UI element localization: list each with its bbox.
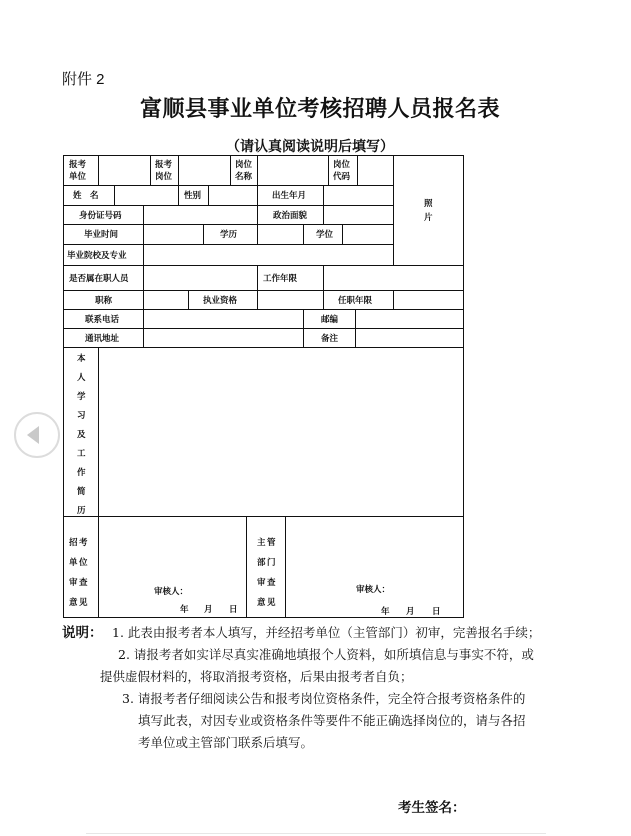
label-work-years: 工作年限 xyxy=(263,274,298,284)
instructions-heading: 说明： xyxy=(62,625,103,641)
label-apply-unit-1: 报考 xyxy=(69,160,87,170)
applicant-signature-label: 考生签名： xyxy=(398,800,466,816)
svg-text:历: 历 xyxy=(77,506,86,516)
svg-text:简: 简 xyxy=(77,487,86,497)
label-remarks: 备注 xyxy=(321,334,339,344)
label-address: 通讯地址 xyxy=(85,334,120,344)
dept-day-label: 日 xyxy=(432,607,441,617)
form-grid-lines xyxy=(64,156,464,618)
label-tenure-years: 任职年限 xyxy=(338,296,373,306)
label-phone: 联系电话 xyxy=(85,315,120,325)
label-birth: 出生年月 xyxy=(272,191,307,201)
chevron-left-icon xyxy=(27,426,39,444)
svg-text:查: 查 xyxy=(267,578,276,588)
instruction-3-line-2: 填写此表，对因专业或资格条件等要件不能正确选择岗位的，请与各招 xyxy=(138,713,526,728)
dept-year-label: 年 xyxy=(381,607,390,617)
bottom-divider xyxy=(86,833,546,834)
svg-text:查: 查 xyxy=(79,578,88,588)
label-gender: 性别 xyxy=(184,191,202,201)
unit-month-label: 月 xyxy=(204,605,213,615)
unit-review-label xyxy=(68,537,88,608)
svg-text:主: 主 xyxy=(257,538,266,548)
label-apply-unit-2: 单位 xyxy=(69,172,87,182)
svg-text:单: 单 xyxy=(69,558,78,568)
instruction-3-line-1: 3. 请报考者仔细阅读公告和报考岗位资格条件，完全符合报考资格条件的 xyxy=(122,691,526,706)
dept-review-label xyxy=(257,537,276,608)
svg-text:意: 意 xyxy=(257,598,266,608)
label-education: 学历 xyxy=(220,230,238,240)
label-political: 政治面貌 xyxy=(273,211,308,221)
svg-text:审: 审 xyxy=(257,578,266,588)
instruction-2-line-1: 2. 请报考者如实详尽真实准确地填报个人资料，如所填信息与事实不符，或 xyxy=(118,647,534,662)
label-current-staff: 是否属在职人员 xyxy=(69,274,129,284)
label-name: 姓 名 xyxy=(73,191,99,201)
svg-text:招: 招 xyxy=(69,538,78,548)
page-title: 富顺县事业单位考核招聘人员报名表 xyxy=(140,96,501,122)
instruction-2-line-2: 提供虚假材料的，将取消报考资格，后果由报考者自负； xyxy=(100,669,413,684)
label-practice-qual: 执业资格 xyxy=(203,296,238,306)
unit-day-label: 日 xyxy=(229,605,238,615)
label-apply-post-1: 报考 xyxy=(155,160,173,170)
label-apply-post-2: 岗位 xyxy=(155,172,173,182)
svg-text:见: 见 xyxy=(267,598,276,608)
label-postcode: 邮编 xyxy=(321,315,339,325)
svg-text:门: 门 xyxy=(267,558,276,568)
label-post-name-2: 名称 xyxy=(235,172,253,182)
svg-text:审: 审 xyxy=(69,578,78,588)
label-grad-time: 毕业时间 xyxy=(84,230,119,240)
page-subtitle: （请认真阅读说明后填写） xyxy=(226,139,394,155)
label-post-name-1: 岗位 xyxy=(235,160,253,170)
label-degree: 学位 xyxy=(316,230,334,240)
unit-reviewer-label: 审核人： xyxy=(154,587,189,597)
instruction-3-line-3: 考单位或主管部门联系后填写。 xyxy=(138,735,314,750)
photo-label-1: 照 xyxy=(424,199,433,209)
svg-text:管: 管 xyxy=(267,538,276,548)
svg-text:意: 意 xyxy=(69,598,78,608)
svg-text:及: 及 xyxy=(77,430,86,440)
svg-text:考: 考 xyxy=(79,538,88,548)
svg-text:习: 习 xyxy=(77,411,86,421)
svg-text:人: 人 xyxy=(77,373,86,383)
svg-text:本: 本 xyxy=(77,354,86,364)
label-title-rank: 职称 xyxy=(95,296,113,306)
dept-reviewer-label: 审核人： xyxy=(356,585,391,595)
photo-label-2: 片 xyxy=(424,213,433,223)
svg-text:见: 见 xyxy=(79,598,88,608)
dept-month-label: 月 xyxy=(406,607,415,617)
label-id-number: 身份证号码 xyxy=(79,211,122,221)
instruction-1: 1. 此表由报考者本人填写，并经招考单位（主管部门）初审，完善报名手续； xyxy=(112,625,541,640)
svg-text:作: 作 xyxy=(77,468,86,478)
unit-year-label: 年 xyxy=(180,605,189,615)
label-post-code-1: 岗位 xyxy=(333,160,351,170)
svg-text:工: 工 xyxy=(77,449,86,459)
svg-text:部: 部 xyxy=(257,558,266,568)
svg-text:位: 位 xyxy=(79,558,88,568)
label-school-major: 毕业院校及专业 xyxy=(67,251,127,261)
label-post-code-2: 代码 xyxy=(333,172,351,182)
resume-label xyxy=(76,353,86,516)
attachment-label: 附件 2 xyxy=(62,71,105,88)
previous-page-button[interactable] xyxy=(14,412,60,458)
svg-text:学: 学 xyxy=(77,392,86,402)
